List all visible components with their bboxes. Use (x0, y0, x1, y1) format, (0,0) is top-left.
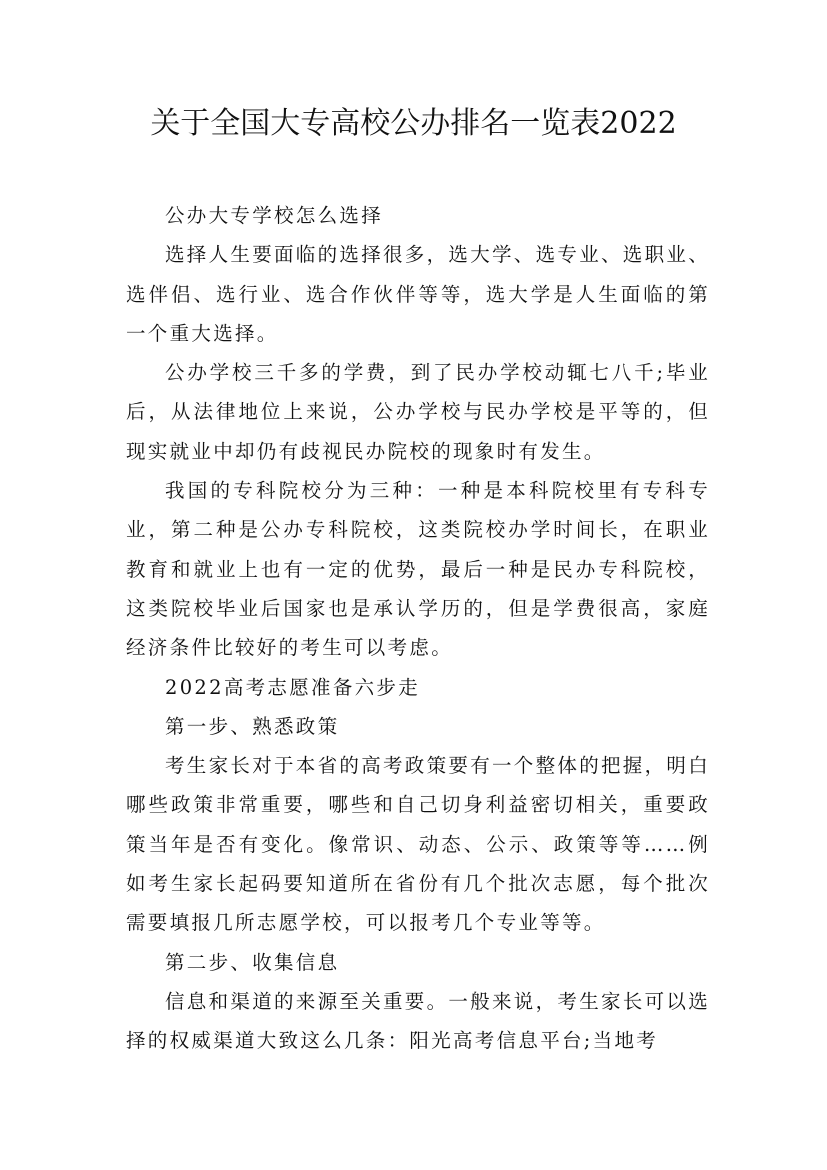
document-body (126, 196, 710, 1061)
paragraph-life-choices: 选择人生要面临的选择很多，选大学、选专业、选职业、选伴侣、选行业、选合作伙伴等等，选大学是人生面临的第一个重大选择。 (126, 243, 711, 345)
paragraph-tuition-comparison: 公办学校三千多的学费，到了民办学校动辄七八千;毕业后，从法律地位上来说，公办学校与民办学校是平等的，但现实就业中却仍有歧视民办院校的现象时有发生。 (126, 361, 710, 463)
paragraph-information: 信息和渠道的来源至关重要。一般来说，考生家长可以选择的权威渠道大致这么几条：阳光高考信息平台;当地考 (126, 989, 711, 1053)
document-title: 关于全国大专高校公办排名一览表2022 (150, 106, 677, 141)
paragraph-policy: 考生家长对于本省的高考政策要有一个整体的把握，明白哪些政策非常重要，哪些和自己切身利益密切相关，重要政策当年是否有变化。像常识、动态、公示、政策等等……例如考生家长起码要知道所在省份有几个批次志愿，每个批次需要填报几所志愿学校，可以报考几个专业等等。 (126, 754, 711, 935)
step-heading-information: 第二步、收集信息 (165, 950, 340, 974)
section-heading-six-steps: 2022高考志愿准备六步走 (165, 675, 421, 699)
step-heading-policy: 第一步、熟悉政策 (165, 714, 340, 738)
paragraph-college-types: 我国的专科院校分为三种：一种是本科院校里有专科专业，第二种是公办专科院校，这类院校办学时间长，在职业教育和就业上也有一定的优势，最后一种是民办专科院校，这类院校毕业后国家也是承认学历的，但是学费很高，家庭经济条件比较好的考生可以考虑。 (126, 479, 710, 660)
section-heading-choose-public-college: 公办大专学校怎么选择 (165, 204, 384, 227)
